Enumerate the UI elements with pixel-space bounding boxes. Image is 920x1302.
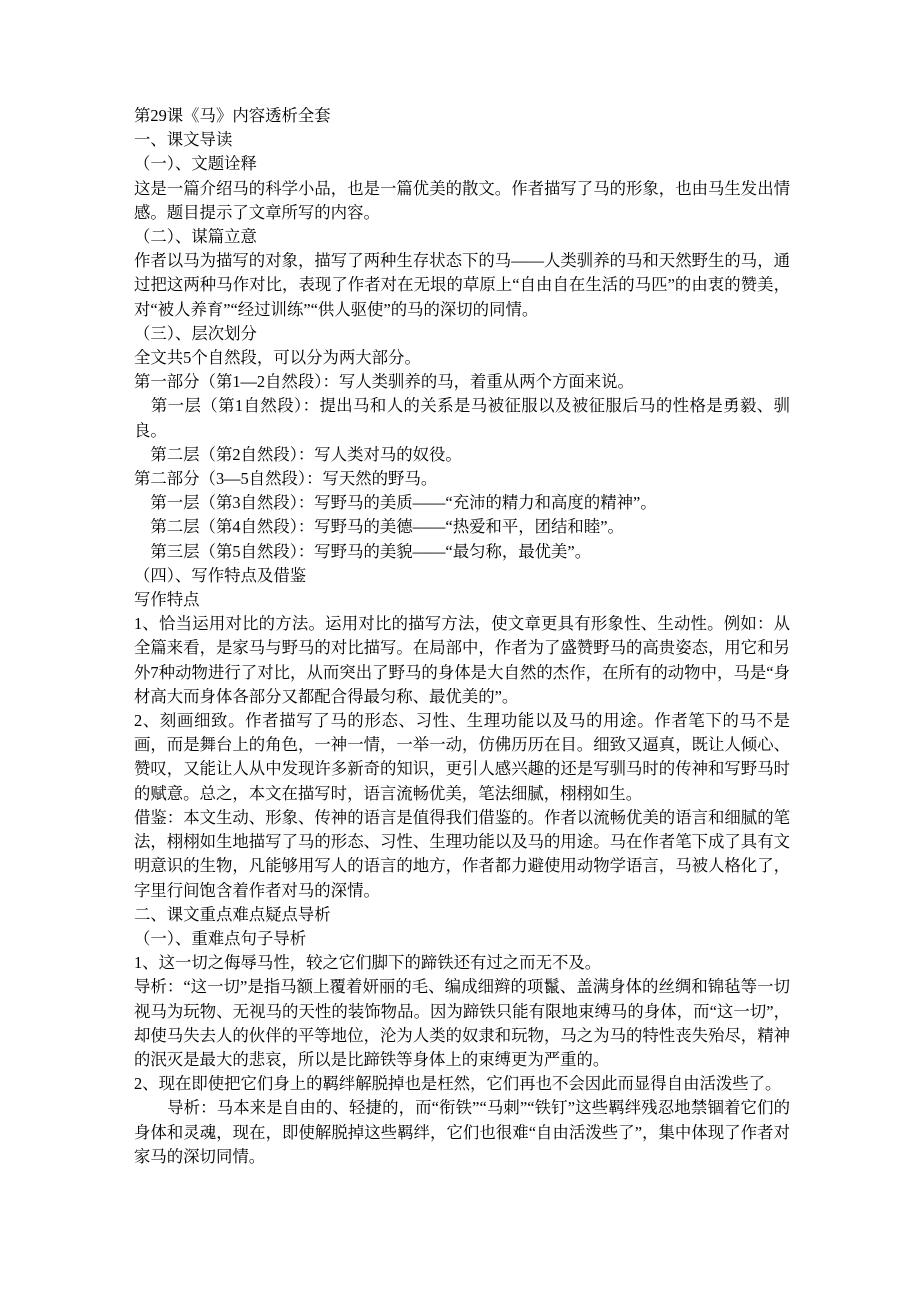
paragraph: 一、课文导读	[134, 130, 233, 150]
paragraph: 导析：“这一切”是指马额上覆着妍丽的毛、编成细辫的项鬣、盖满身体的丝绸和锦毡等一切视马为玩物、无视马的天性的装饰物品。因为蹄铁只能有限地束缚马的身体，而“这一切”，却使马失去人的伙伴的平等地位，沦为人类的奴隶和玩物，马之为马的特性丧失殆尽，精神的泯灭是最大的悲哀，所以是比蹄铁等身体上的束缚更为严重的。	[134, 977, 790, 1069]
paragraph: 导析：马本来是自由的、轻捷的，而“衔铁”“马刺”“铁钉”这些羁绊残忍地禁锢着它们的身体和灵魂，现在，即使解脱掉这些羁绊，它们也很难“自由活泼些了”，集中体现了作者对家马的深切同情。	[134, 1098, 790, 1166]
paragraph: 全文共5个自然段，可以分为两大部分。	[134, 348, 421, 368]
paragraph: 第一层（第3自然段）：写野马的美质――“充沛的精力和高度的精神”。	[134, 493, 657, 513]
paragraph: 2、现在即使把它们身上的羁绊解脱掉也是枉然，它们再也不会因此而显得自由活泼些了。	[134, 1074, 782, 1094]
paragraph: 借鉴：本文生动、形象、传神的语言是值得我们借鉴的。作者以流畅优美的语言和细腻的笔法，栩栩如生地描写了马的形态、习性、生理功能以及马的用途。马在作者笔下成了具有文明意识的生物，凡能够用写人的语言的地方，作者都力避使用动物学语言，马被人格化了，字里行间饱含着作者对马的深情。	[134, 807, 790, 900]
paragraph: 写作特点	[134, 590, 200, 610]
paragraph: 2、刻画细致。作者描写了马的形态、习性、生理功能以及马的用途。作者笔下的马不是画，而是舞台上的角色，一神一情，一举一动，仿佛历历在目。细致又逼真，既让人倾心、赞叹，又能让人从中发现许多新奇的知识，更引人感兴趣的还是写驯马时的传神和写野马时的赋意。总之，本文在描写时，语言流畅优美，笔法细腻，栩栩如生。	[134, 711, 790, 803]
paragraph: 第一层（第1自然段）：提出马和人的关系是马被征服以及被征服后马的性格是勇毅、驯良。	[134, 396, 790, 440]
paragraph: （二）、谋篇立意	[134, 227, 257, 247]
paragraph: 第二层（第2自然段）：写人类对马的奴役。	[134, 444, 462, 464]
paragraph: （四）、写作特点及借鉴	[134, 565, 307, 585]
paragraph: 第一部分（第1—2自然段）：写人类驯养的马，着重从两个方面来说。	[134, 372, 634, 392]
document-body	[134, 104, 790, 1169]
paragraph: 作者以马为描写的对象，描写了两种生存状态下的马——人类驯养的马和天然野生的马，通过把这两种马作对比，表现了作者对在无垠的草原上“自由自在生活的马匹”的由衷的赞美，对“被人养育”“经过训练”“供人驱使”的马的深切的同情。	[134, 251, 790, 319]
paragraph: 1、这一切之侮辱马性，较之它们脚下的蹄铁还有过之而无不及。	[134, 953, 602, 973]
paragraph: 1、恰当运用对比的方法。运用对比的描写方法，使文章更具有形象性、生动性。例如：从全篇来看，是家马与野马的对比描写。在局部中，作者为了盛赞野马的高贵姿态，用它和另外7种动物进行了对比，从而突出了野马的身体是大自然的杰作，在所有的动物中，马是“身材高大而身体各部分又都配合得最匀称、最优美的”。	[134, 614, 790, 706]
paragraph: 第二部分（3—5自然段）：写天然的野马。	[134, 469, 438, 489]
paragraph: （三）、层次划分	[134, 323, 257, 343]
paragraph: 这是一篇介绍马的科学小品，也是一篇优美的散文。作者描写了马的形象，也由马生发出情感。题目提示了文章所写的内容。	[134, 178, 790, 222]
paragraph: 第三层（第5自然段）：写野马的美貌――“最匀称，最优美”。	[134, 541, 592, 561]
paragraph: 二、课文重点难点疑点导析	[134, 904, 331, 924]
paragraph: 第二层（第4自然段）：写野马的美德――“热爱和平，团结和睦”。	[134, 517, 624, 537]
paragraph: （一）、文题诠释	[134, 154, 257, 174]
paragraph: （一）、重难点句子导析	[134, 928, 307, 948]
paragraph: 第29课《马》内容透析全套	[134, 106, 331, 125]
